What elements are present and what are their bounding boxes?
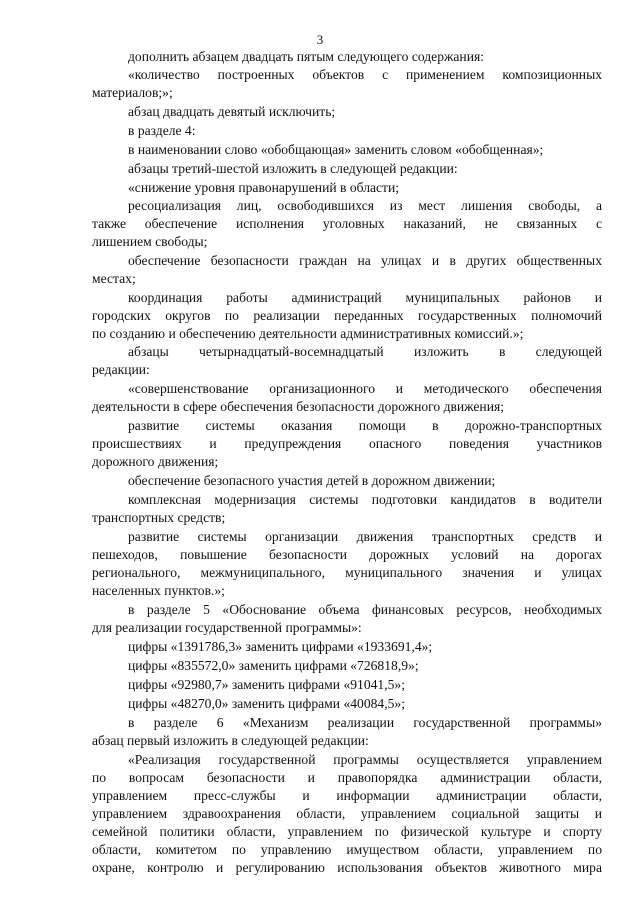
text-line: в наименовании слово «обобщающая» заменить словом «обобщенная»;: [128, 142, 544, 157]
text-line: управлением здравоохранения области, управлением социальной защиты и: [92, 806, 602, 821]
text-line: по вопросам безопасности и правопорядка администрации области,: [92, 770, 602, 785]
text-line: населенных пунктов.»;: [92, 583, 225, 598]
text-line: абзац первый изложить в следующей редакции:: [92, 733, 369, 748]
text-line: охране, контролю и регулированию использования объектов животного мира: [92, 860, 602, 875]
text-line: «снижение уровня правонарушений в области;: [128, 180, 400, 195]
text-line: местах;: [92, 271, 136, 286]
text-line: «количество построенных объектов с применением композиционных: [128, 67, 602, 82]
text-line: происшествиях и предупреждения опасного поведения участников: [92, 436, 602, 451]
page-number: 3: [316, 32, 324, 47]
text-line: управлением пресс-службы и информации администрации области,: [92, 788, 602, 803]
text-line: дополнить абзацем двадцать пятым следующего содержания:: [128, 49, 485, 64]
text-line: в разделе 4:: [128, 123, 196, 138]
text-line: регионального, межмуниципального, муниципального значения и улицах: [92, 565, 602, 580]
text-line: абзацы четырнадцатый-восемнадцатый изложить в следующей: [128, 344, 602, 359]
text-line: цифры «835572,0» заменить цифрами «726818,9»;: [128, 658, 419, 673]
text-line: развитие системы оказания помощи в дорожно-транспортных: [128, 418, 602, 433]
text-line: транспортных средств;: [92, 510, 226, 525]
text-line: цифры «48270,0» заменить цифрами «40084,5»;: [128, 696, 405, 711]
text-line: координация работы администраций муниципальных районов и: [128, 290, 602, 305]
text-line: комплексная модернизация системы подготовки кандидатов в водители: [128, 492, 602, 507]
text-line: также обеспечение исполнения уголовных наказаний, не связанных с: [92, 216, 602, 231]
text-line: деятельности в сфере обеспечения безопасности дорожного движения;: [92, 399, 505, 414]
text-line: цифры «1391786,3» заменить цифрами «1933691,4»;: [128, 639, 433, 654]
text-line: дорожного движения;: [92, 454, 219, 469]
text-line: области, комитетом по управлению имуществом области, управлением по: [92, 842, 602, 857]
text-line: обеспечение безопасного участия детей в дорожном движении;: [128, 473, 496, 488]
text-line: семейной политики области, управлением по физической культуре и спорту: [92, 824, 602, 839]
text-line: по созданию и обеспечению деятельности административных комиссий.»;: [92, 326, 524, 341]
text-line: абзац двадцать девятый исключить;: [128, 104, 336, 119]
text-line: «Реализация государственной программы осуществляется управлением: [128, 752, 602, 767]
text-line: «совершенствование организационного и методического обеспечения: [128, 381, 602, 396]
text-line: обеспечение безопасности граждан на улицах и в других общественных: [128, 253, 602, 268]
text-line: для реализации государственной программы»:: [92, 620, 362, 635]
text-line: в разделе 6 «Механизм реализации государственной программы»: [128, 715, 602, 730]
text-line: редакции:: [92, 362, 150, 377]
text-line: городских округов по реализации переданных государственных полномочий: [92, 308, 602, 323]
text-line: в разделе 5 «Обоснование объема финансовых ресурсов, необходимых: [128, 602, 602, 617]
text-line: развитие системы организации движения транспортных средств и: [128, 529, 602, 544]
text-line: цифры «92980,7» заменить цифрами «91041,5»;: [128, 677, 405, 692]
text-line: абзацы третий-шестой изложить в следующей редакции:: [128, 161, 458, 176]
text-line: ресоциализация лиц, освободившихся из мест лишения свободы, а: [128, 198, 602, 213]
text-line: материалов;»;: [92, 85, 173, 100]
text-line: лишением свободы;: [92, 234, 208, 249]
text-line: пешеходов, повышение безопасности дорожных условий на дорогах: [92, 547, 602, 562]
